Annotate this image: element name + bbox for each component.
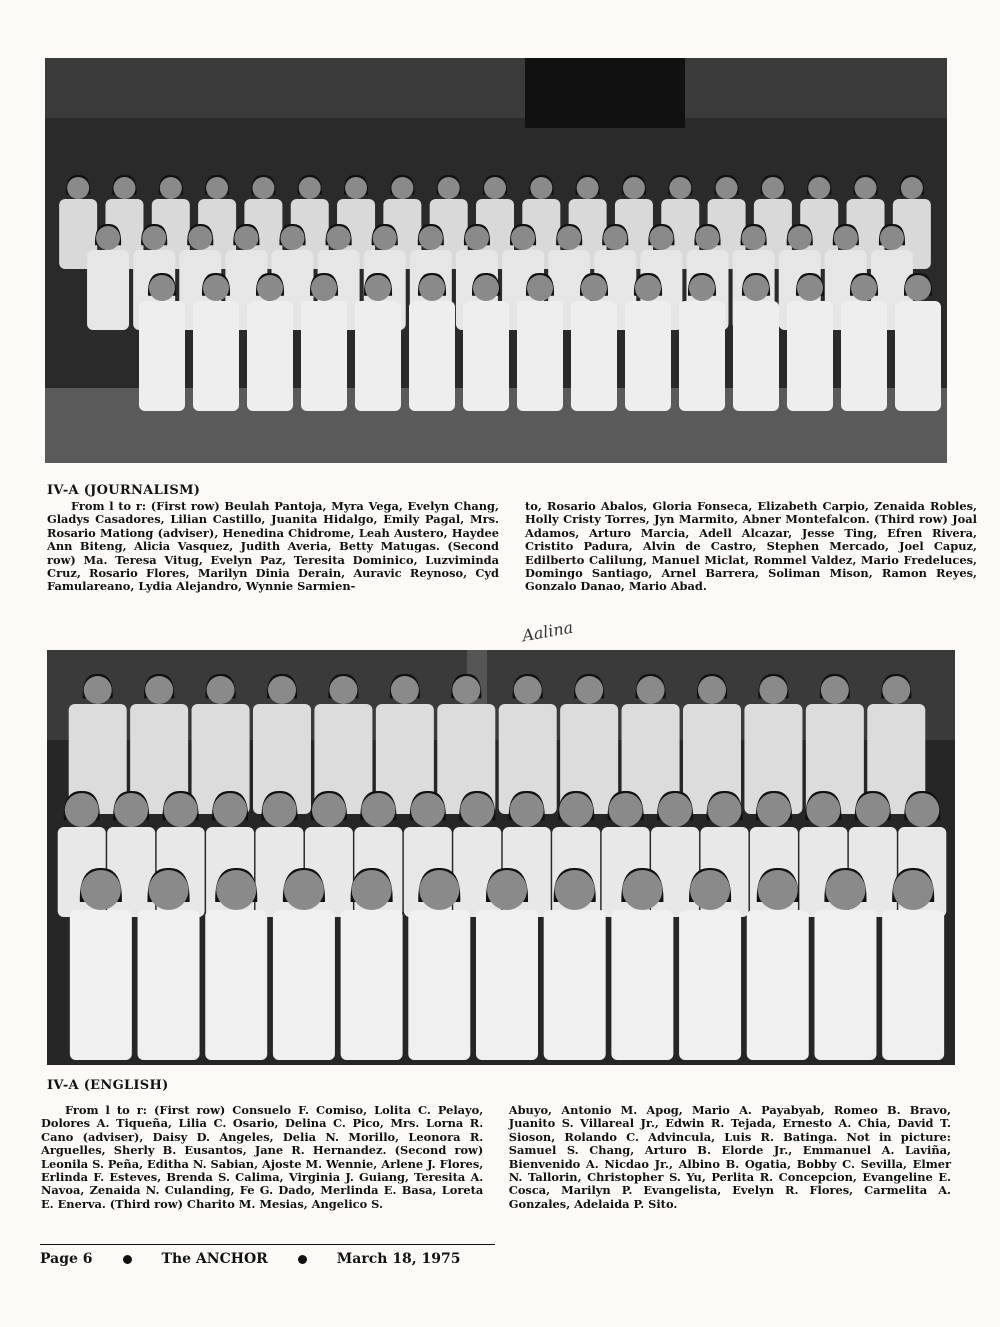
student-head xyxy=(284,870,324,910)
student-head xyxy=(834,226,858,250)
student-body xyxy=(841,301,887,411)
student-body xyxy=(87,250,129,330)
student-head xyxy=(637,676,665,704)
student-head xyxy=(514,676,542,704)
student-head xyxy=(581,275,607,301)
student-head xyxy=(808,177,830,199)
student-body xyxy=(139,301,185,411)
student-body xyxy=(544,910,606,1060)
student-head xyxy=(160,177,182,199)
journalism-photo-image xyxy=(45,58,947,463)
student-head xyxy=(806,793,840,827)
student-head xyxy=(473,275,499,301)
student-body xyxy=(463,301,509,411)
student-head xyxy=(557,226,581,250)
student-head xyxy=(821,676,849,704)
student-head xyxy=(559,793,593,827)
student-head xyxy=(345,177,367,199)
student-body xyxy=(747,910,809,1060)
student-body xyxy=(787,301,833,411)
student-body xyxy=(341,910,403,1060)
student-head xyxy=(669,177,691,199)
student-head xyxy=(67,177,89,199)
student-head xyxy=(206,177,228,199)
student-head xyxy=(419,226,443,250)
student-head xyxy=(419,870,459,910)
student-head xyxy=(555,870,595,910)
student-body xyxy=(611,910,673,1060)
page-number: Page 6 xyxy=(40,1251,93,1267)
student-body xyxy=(679,910,741,1060)
student-head xyxy=(603,226,627,250)
student-head xyxy=(352,870,392,910)
student-head xyxy=(460,793,494,827)
student-head xyxy=(234,226,258,250)
student-head xyxy=(511,226,535,250)
student-head xyxy=(113,177,135,199)
student-head xyxy=(856,793,890,827)
student-head xyxy=(149,870,189,910)
student-head xyxy=(743,275,769,301)
publication-date: March 18, 1975 xyxy=(336,1251,461,1267)
english-photo-image xyxy=(47,650,955,1065)
student-body xyxy=(70,910,132,1060)
student-head xyxy=(164,793,198,827)
student-head xyxy=(281,226,305,250)
student-head xyxy=(696,226,720,250)
student-head xyxy=(361,793,395,827)
student-head xyxy=(757,793,791,827)
student-head xyxy=(623,177,645,199)
student-head xyxy=(452,676,480,704)
student-body xyxy=(138,910,200,1060)
student-head xyxy=(391,676,419,704)
student-head xyxy=(487,870,527,910)
student-head xyxy=(622,870,662,910)
english-caption-title: IV-A (ENGLISH) xyxy=(47,1078,169,1093)
student-head xyxy=(203,275,229,301)
journalism-caption xyxy=(47,500,977,594)
student-head xyxy=(530,177,552,199)
student-body xyxy=(301,301,347,411)
student-head xyxy=(527,275,553,301)
student-head xyxy=(893,870,933,910)
student-head xyxy=(716,177,738,199)
student-body xyxy=(409,301,455,411)
student-body xyxy=(571,301,617,411)
student-head xyxy=(510,793,544,827)
student-head xyxy=(759,676,787,704)
student-head xyxy=(797,275,823,301)
student-head xyxy=(698,676,726,704)
student-head xyxy=(905,275,931,301)
student-head xyxy=(880,226,904,250)
english-caption-col2: Abuyo, Antonio M. Apog, Mario A. Payabyab, Romeo B. Bravo, Juanito S. Villareal Jr., Edwin R. Tejada, Ernesto A. Chia, David T. Sioson, Rolando C. Advincula, Luis R. Batinga. Not in picture: Samuel S. Chang, Arturo B. Elorde Jr., Emmanuel A. Laviña, Bienvenido A. Nicdao Jr., Albino B. Ogatia, Bobby C. Sevilla, Elmer N. Tallorin, Christopher S. Yu, Perlita R. Concepcion, Evangeline E. Cosca, Marilyn P. Evangelista, Evelyn R. Flores, Carmelita A. Gonzales, Adelaida P. Sito. xyxy=(508,1103,951,1211)
student-body xyxy=(814,910,876,1060)
student-head xyxy=(609,793,643,827)
student-head xyxy=(882,676,910,704)
english-caption xyxy=(41,1104,951,1211)
student-head xyxy=(312,793,346,827)
student-head xyxy=(188,226,212,250)
student-head xyxy=(299,177,321,199)
student-head xyxy=(411,793,445,827)
footer-bullet xyxy=(123,1255,132,1264)
student-head xyxy=(690,870,730,910)
student-head xyxy=(438,177,460,199)
student-head xyxy=(635,275,661,301)
student-body xyxy=(205,910,267,1060)
student-body xyxy=(895,301,941,411)
student-head xyxy=(145,676,173,704)
student-head xyxy=(207,676,235,704)
student-head xyxy=(327,226,351,250)
student-head xyxy=(905,793,939,827)
student-head xyxy=(577,177,599,199)
publication-name: The ANCHOR xyxy=(161,1251,268,1267)
student-body xyxy=(355,301,401,411)
student-head xyxy=(373,226,397,250)
student-head xyxy=(742,226,766,250)
student-head xyxy=(901,177,923,199)
student-body xyxy=(679,301,725,411)
student-head xyxy=(216,870,256,910)
student-head xyxy=(658,793,692,827)
handwritten-note: Aalina xyxy=(520,617,575,646)
student-head xyxy=(311,275,337,301)
student-head xyxy=(257,275,283,301)
footer-bullet xyxy=(298,1255,307,1264)
student-head xyxy=(788,226,812,250)
journalism-caption-col1: From l to r: (First row) Beulah Pantoja, Myra Vega, Evelyn Chang, Gladys Casadores, Lilian Castillo, Juanita Hidalgo, Emily Pagal, Mrs. Rosario Mationg (adviser), Henedina Chidrome, Leah Austero, Haydee Ann Biteng, Alicia Vasquez, Judith Averia, Betty Matugas. (Second row) Ma. Teresa Vitug, Evelyn Paz, Teresita Dominico, Luzviminda Cruz, Rosario Flores, Marilyn Dinia Derain, Auravic Reynoso, Cyd Famulareano, Lydia Alejandro, Wynnie Sarmien- xyxy=(47,499,499,594)
student-head xyxy=(84,676,112,704)
english-caption-col1: From l to r: (First row) Consuelo F. Comiso, Lolita C. Pelayo, Dolores A. Tiqueña, Lilia C. Osario, Delina C. Pico, Mrs. Lorna R. Cano (adviser), Daisy D. Angeles, Delia N. Morillo, Leonora R. Arguelles, Sherly B. Eusantos, Jane R. Hernandez. (Second row) Leonila S. Peña, Editha N. Sabian, Ajoste M. Wennie, Arlene J. Flores, Erlinda F. Esteves, Brenda S. Calima, Virginia J. Guiang, Teresita A. Navoa, Zenaida N. Culanding, Fe G. Dado, Merlinda E. Basa, Loreta E. Enerva. (Third row) Charito M. Mesias, Angelico S. xyxy=(41,1103,484,1211)
student-body xyxy=(625,301,671,411)
student-head xyxy=(465,226,489,250)
student-head xyxy=(96,226,120,250)
student-head xyxy=(825,870,865,910)
student-head xyxy=(708,793,742,827)
student-head xyxy=(758,870,798,910)
journalism-class-photo xyxy=(45,58,947,463)
student-body xyxy=(517,301,563,411)
student-head xyxy=(268,676,296,704)
student-body xyxy=(247,301,293,411)
student-body xyxy=(193,301,239,411)
student-head xyxy=(252,177,274,199)
student-head xyxy=(365,275,391,301)
student-head xyxy=(649,226,673,250)
english-class-photo xyxy=(47,650,955,1065)
student-head xyxy=(65,793,99,827)
student-body xyxy=(733,301,779,411)
student-body xyxy=(651,827,699,917)
student-head xyxy=(575,676,603,704)
student-head xyxy=(484,177,506,199)
student-body xyxy=(882,910,944,1060)
student-head xyxy=(419,275,445,301)
student-body xyxy=(408,910,470,1060)
student-body xyxy=(476,910,538,1060)
student-body xyxy=(273,910,335,1060)
student-head xyxy=(149,275,175,301)
student-head xyxy=(762,177,784,199)
journalism-caption-col2: to, Rosario Abalos, Gloria Fonseca, Elizabeth Carpio, Zenaida Robles, Holly Cristy Torres, Jyn Marmito, Abner Montefalcon. (Third row) Joal Adamos, Arturo Marcia, Adell Alcazar, Jesse Ting, Efren Rivera, Cristito Padura, Alvin de Castro, Stephen Mercado, Joel Capuz, Edilberto Calilung, Manuel Miclat, Rommel Valdez, Mario Fredeluces, Domingo Santiago, Arnel Barrera, Soliman Mison, Ramon Reyes, Gonzalo Danao, Mario Abad. xyxy=(525,499,977,594)
student-head xyxy=(391,177,413,199)
page-footer xyxy=(40,1244,495,1267)
student-head xyxy=(213,793,247,827)
journalism-caption-title: IV-A (JOURNALISM) xyxy=(47,483,201,498)
student-head xyxy=(689,275,715,301)
student-head xyxy=(855,177,877,199)
student-head xyxy=(142,226,166,250)
student-head xyxy=(329,676,357,704)
student-head xyxy=(263,793,297,827)
student-head xyxy=(114,793,148,827)
student-head xyxy=(851,275,877,301)
student-head xyxy=(81,870,121,910)
